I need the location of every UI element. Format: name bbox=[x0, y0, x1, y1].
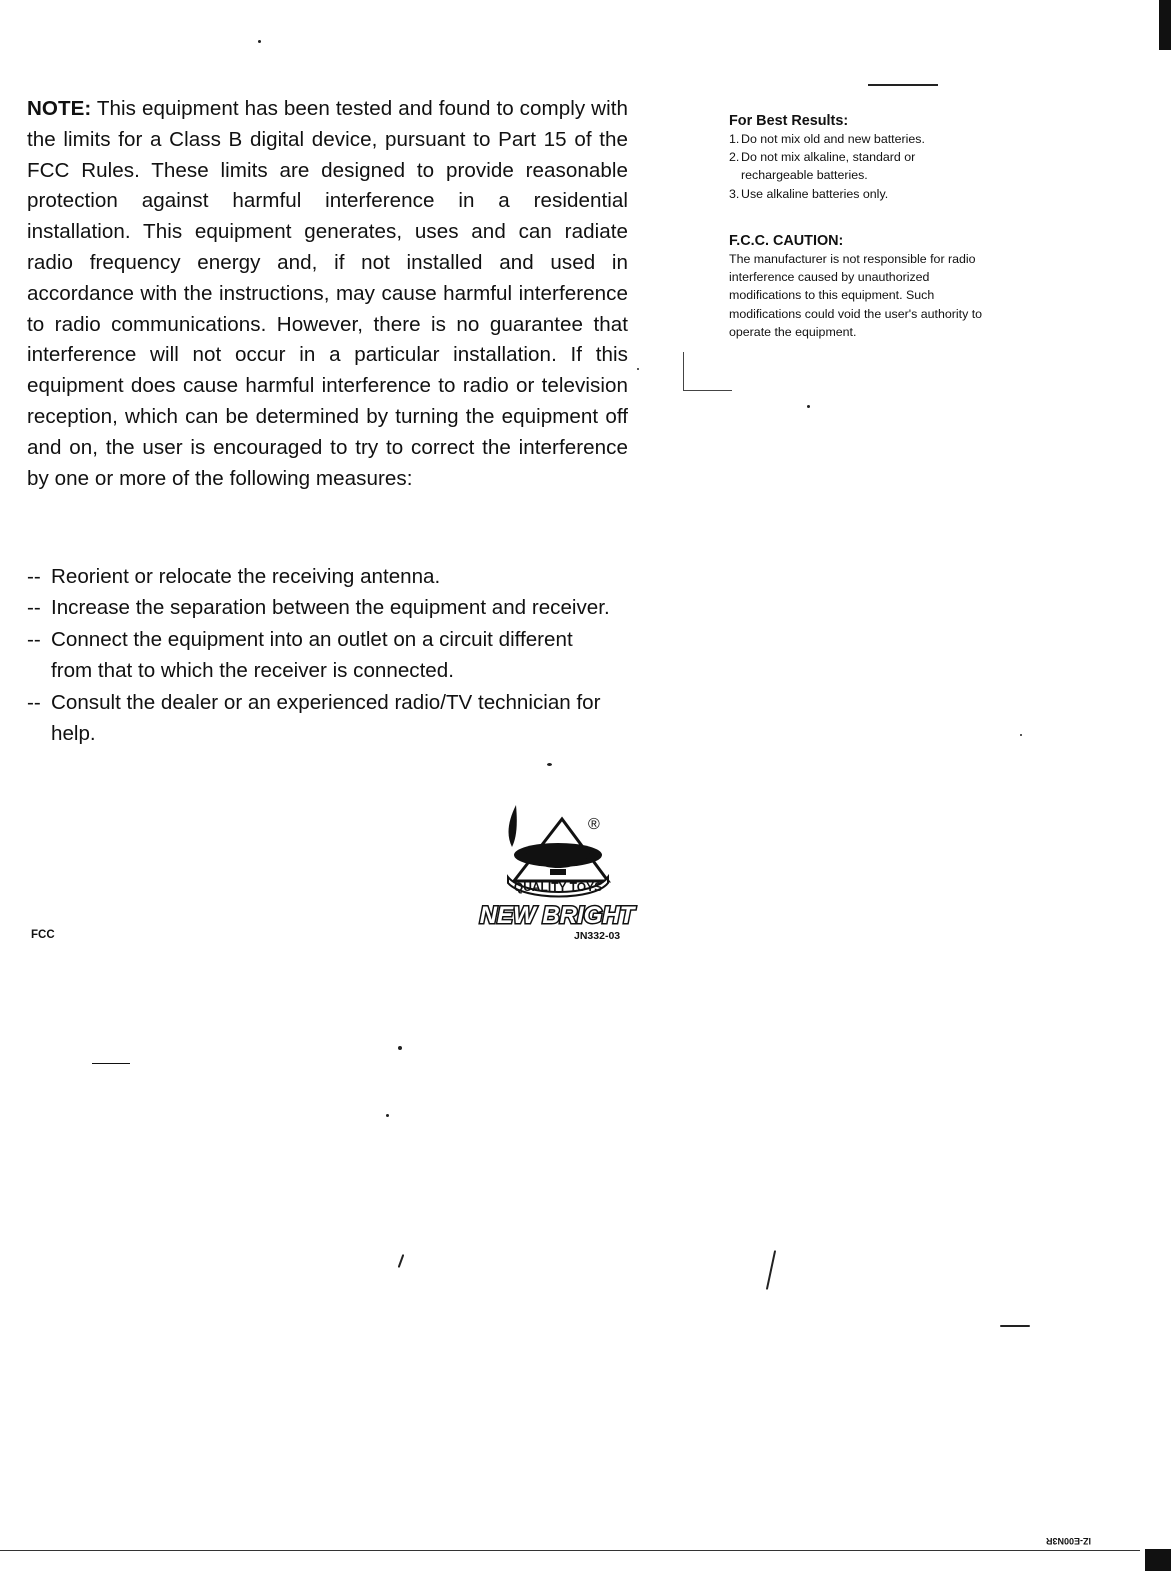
scan-edge-bar-bottom bbox=[1145, 1549, 1171, 1571]
scan-speck bbox=[807, 405, 810, 408]
best-results-title: For Best Results: bbox=[729, 113, 849, 129]
fcc-note bbox=[27, 94, 628, 494]
list-item bbox=[27, 687, 611, 750]
fcc-label: FCC bbox=[31, 929, 55, 941]
flame-icon bbox=[509, 805, 517, 847]
note-text: This equipment has been tested and found to comply with the limits for a Class B digital device, pursuant to Part 15 of the FCC Rules. These limits are designed to provide reasonable protection against harmful interference in a residential installation. This equipment generates, uses and can radiate radio frequency energy and, if not installed and used in accordance with the instructions, may cause harmful interference to radio communications. However, there is no guarantee that interference will not occur in a particular installation. If this equipment does cause harmful interference to radio or television reception, which can be determined by turning the equipment off and on, the user is encouraged to try to correct the interference by one or more of the following measures: bbox=[27, 97, 628, 490]
measure-text: Increase the separation between the equipment and receiver. bbox=[51, 596, 610, 620]
new-bright-logo bbox=[474, 797, 640, 932]
list-item bbox=[27, 624, 611, 687]
logo-graphic bbox=[474, 797, 640, 932]
list-dash: -- bbox=[27, 565, 41, 588]
item-number: 2. bbox=[729, 150, 740, 165]
item-number: 3. bbox=[729, 186, 740, 201]
list-dash: -- bbox=[27, 596, 41, 620]
product-code: JN332-03 bbox=[574, 930, 621, 942]
scan-speck bbox=[386, 1114, 389, 1117]
best-results-list bbox=[729, 130, 989, 203]
measure-text: Reorient or relocate the receiving antenna. bbox=[51, 565, 441, 588]
scan-speck bbox=[1000, 1325, 1030, 1327]
note-label: NOTE: bbox=[27, 97, 92, 120]
measure-text: Connect the equipment into an outlet on a circuit different from that to which the receiver is connected. bbox=[51, 627, 573, 683]
scan-speck bbox=[547, 763, 552, 766]
best-results-section bbox=[729, 112, 989, 203]
scan-edge-bar bbox=[1159, 0, 1171, 50]
scan-mark bbox=[92, 1063, 130, 1064]
scan-speck bbox=[1020, 734, 1022, 736]
bottom-rule bbox=[0, 1550, 1140, 1551]
item-text: Use alkaline batteries only. bbox=[741, 186, 889, 201]
list-item bbox=[27, 592, 637, 623]
fcc-caution-text: The manufacturer is not responsible for radio interference caused by unauthorized modifications to this equipment. Such modifications could void the user's authority to operate the equipment. bbox=[729, 252, 983, 339]
scan-speck bbox=[398, 1046, 402, 1050]
item-number: 1. bbox=[729, 132, 740, 146]
badge-text: QUALITY TOYS bbox=[513, 880, 603, 894]
bracket-mark bbox=[683, 352, 732, 391]
measure-text: Consult the dealer or an experienced radio/TV technician for help. bbox=[51, 690, 601, 746]
list-dash: -- bbox=[27, 690, 41, 714]
scan-speck bbox=[766, 1250, 776, 1290]
list-item bbox=[729, 130, 989, 148]
list-dash: -- bbox=[27, 627, 41, 651]
scan-speck bbox=[398, 1254, 405, 1268]
list-item bbox=[27, 561, 637, 592]
item-text: Do not mix alkaline, standard or rechargeable batteries. bbox=[741, 150, 916, 183]
measures-list bbox=[27, 561, 637, 749]
item-text: Do not mix old and new batteries. bbox=[741, 132, 925, 146]
footer-mark: IZ-E00N3R bbox=[1046, 1536, 1092, 1546]
decorative-rule bbox=[868, 84, 938, 86]
fcc-caution-title: F.C.C. CAUTION: bbox=[729, 233, 844, 249]
brand-name: NEW BRIGHT bbox=[479, 902, 635, 929]
registered-mark: ® bbox=[588, 816, 600, 833]
fcc-caution-section bbox=[729, 232, 989, 341]
list-item bbox=[729, 148, 946, 184]
scan-speck bbox=[258, 40, 261, 43]
scan-speck bbox=[637, 368, 639, 370]
list-item bbox=[729, 185, 989, 203]
